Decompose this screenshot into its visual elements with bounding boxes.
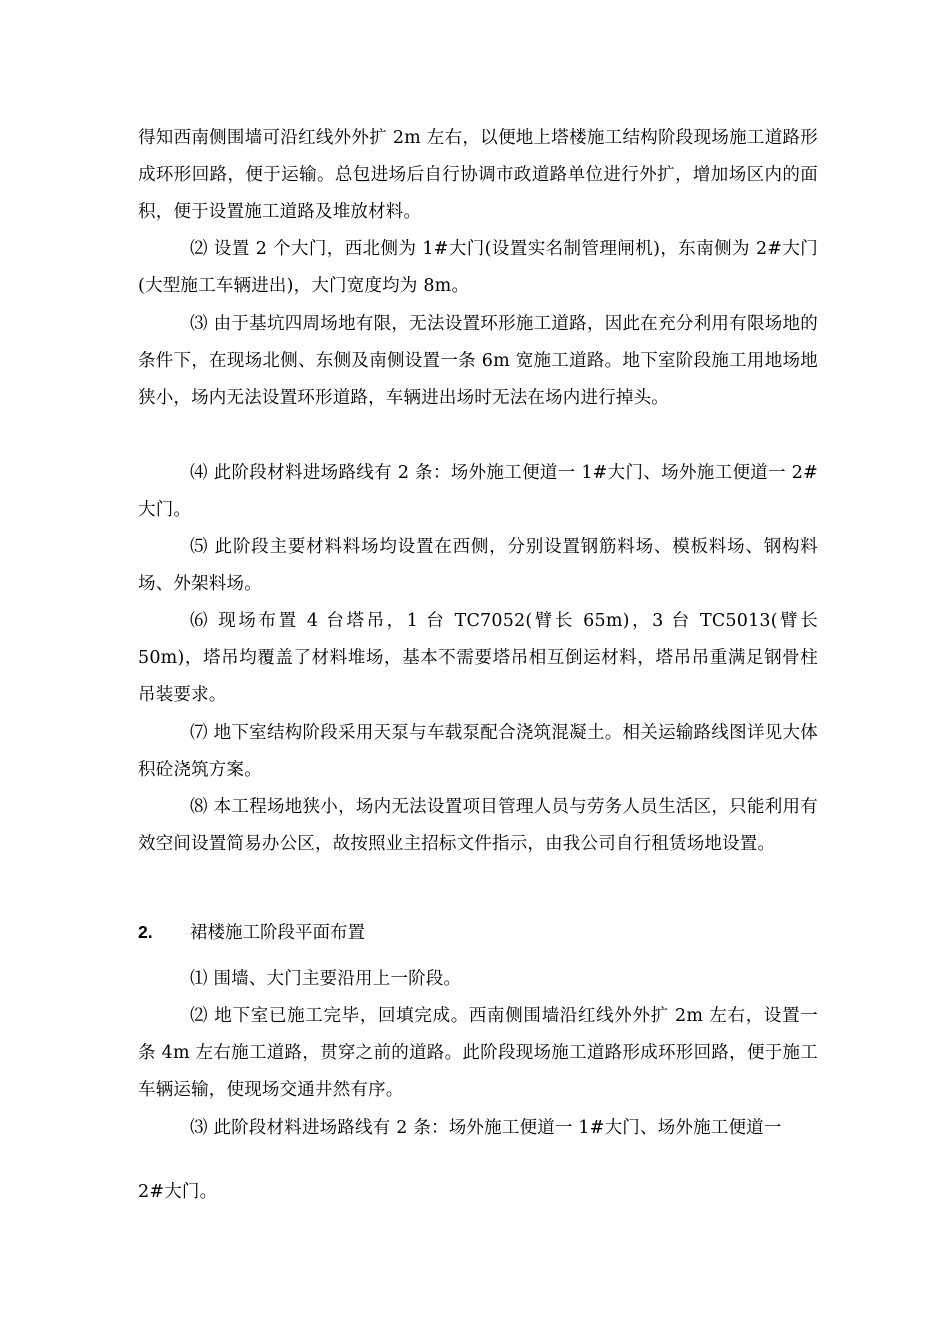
paragraph-material-yards: ⑸ 此阶段主要材料料场均设置在西侧，分别设置钢筋料场、模板料场、钢构料场、外架料场。 [138, 537, 818, 594]
paragraph-roads: ⑶ 由于基坑四周场地有限，无法设置环形施工道路，因此在充分利用有限场地的条件下，在现场北侧、东侧及南侧设置一条 6m 宽施工道路。地下室阶段施工用地场地狭小，场内无法设置环形道路，车辆进出场时无法在场内进行掉头。 [138, 314, 818, 408]
paragraph-concrete-pumps: ⑺ 地下室结构阶段采用天泵与车载泵配合浇筑混凝土。相关运输路线图详见大体积砼浇筑方案。 [138, 723, 818, 780]
paragraph-tower-cranes: ⑹ 现场布置 4 台塔吊，1 台 TC7052(臂长 65m)，3 台 TC5013(臂长 50m)，塔吊均覆盖了材料堆场，基本不需要塔吊相互倒运材料，塔吊吊重满足钢骨柱吊装要求。 [138, 611, 818, 705]
paragraph-office-area: ⑻ 本工程场地狭小，场内无法设置项目管理人员与劳务人员生活区，只能利用有效空间设置简易办公区，故按照业主招标文件指示，由我公司自行租赁场地设置。 [138, 797, 818, 854]
paragraph-backfill-roads: ⑵ 地下室已施工完毕，回填完成。西南侧围墙沿红线外外扩 2m 左右，设置一条 4m 左右施工道路，贯穿之前的道路。此阶段现场施工道路形成环形回路，便于施工车辆运输，使现场交通井然有序。 [138, 1006, 818, 1100]
paragraph-gates: ⑵ 设置 2 个大门，西北侧为 1#大门(设置实名制管理闸机)，东南侧为 2#大门(大型施工车辆进出)，大门宽度均为 8m。 [138, 239, 818, 296]
paragraph-material-routes: ⑷ 此阶段材料进场路线有 2 条：场外施工便道一 1#大门、场外施工便道一 2#大门。 [138, 463, 818, 520]
paragraph-walls-gates: ⑴ 围墙、大门主要沿用上一阶段。 [190, 969, 462, 989]
section-title: 裙楼施工阶段平面布置 [190, 923, 365, 943]
paragraph-gate-2: 2#大门。 [138, 1182, 218, 1202]
section-heading [138, 914, 818, 952]
paragraph-continuation: 得知西南侧围墙可沿红线外外扩 2m 左右，以便地上塔楼施工结构阶段现场施工道路形成环形回路，便于运输。总包进场后自行协调市政道路单位进行外扩，增加场区内的面积，便于设置施工道路及堆放材料。 [138, 128, 818, 222]
paragraph-material-routes-2: ⑶ 此阶段材料进场路线有 2 条：场外施工便道一 1#大门、场外施工便道一 [190, 1118, 782, 1138]
section-number: 2. [138, 922, 153, 942]
